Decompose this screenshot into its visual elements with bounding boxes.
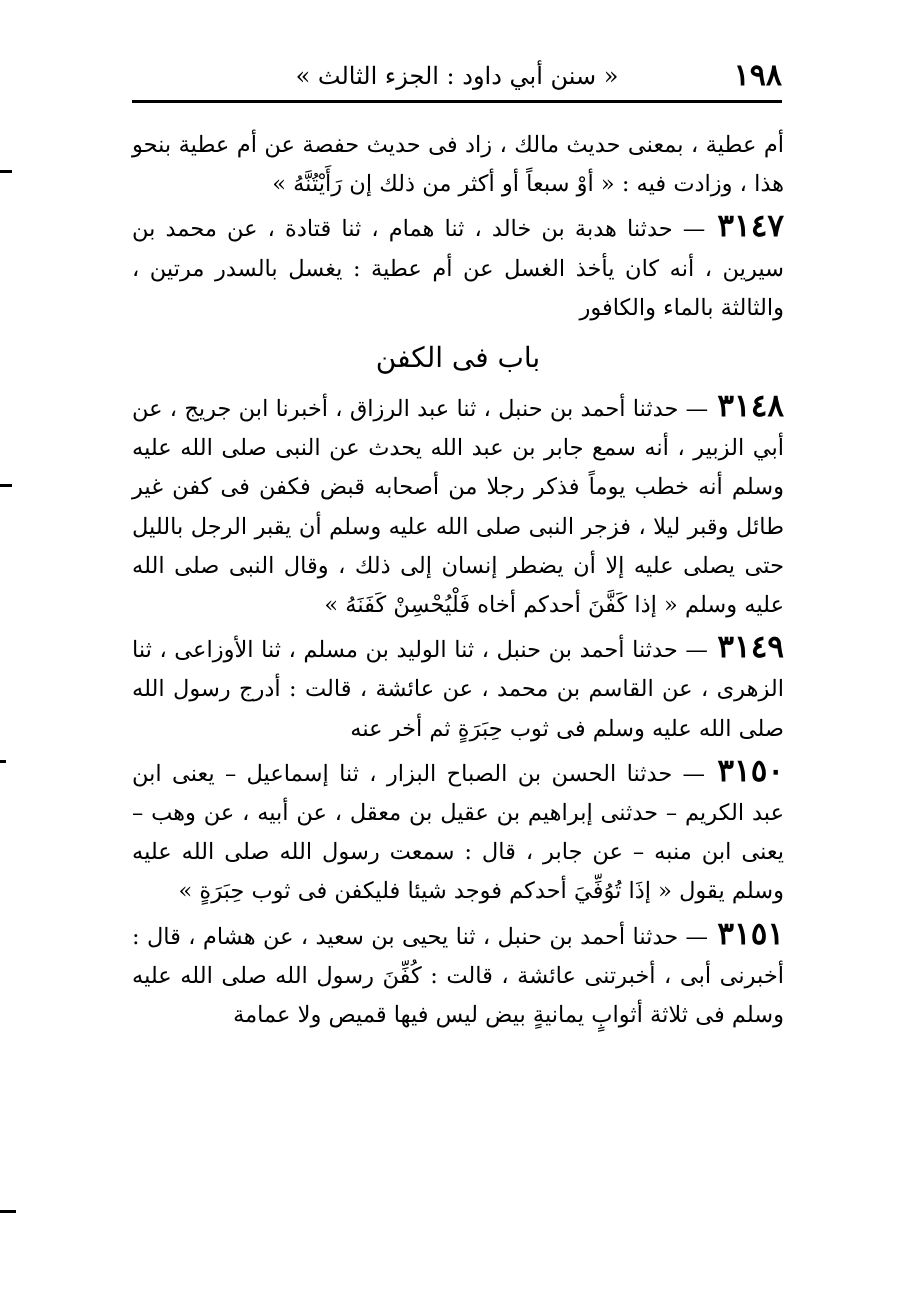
running-title: « سنن أبي داود : الجزء الثالث » — [295, 62, 619, 90]
hadith-number: ٣١٤٩ — [717, 629, 785, 666]
hadith-3151 — [132, 915, 784, 1036]
hadith-number: ٣١٥٠ — [717, 752, 784, 789]
margin-tick-mark — [0, 1210, 16, 1213]
hadith-text: — حدثنا هدبة بن خالد ، ثنا همام ، ثنا قتادة ، عن محمد بن سيرين ، أنه كان يأخذ الغسل عن أم عطية : يغسل بالسدر مرتين ، والثالثة بالماء والكافور — [132, 216, 784, 321]
header-rule — [132, 100, 782, 103]
page-body — [132, 126, 784, 1035]
hadith-number: ٣١٥١ — [717, 915, 785, 952]
paragraph-continuation — [132, 126, 784, 204]
margin-tick-mark — [0, 484, 12, 487]
hadith-3150 — [132, 752, 784, 912]
hadith-text: — حدثنا أحمد بن حنبل ، ثنا الوليد بن مسلم ، ثنا الأوزاعى ، ثنا الزهرى ، عن القاسم بن محمد ، عن عائشة ، قالت : أدرج رسول الله صلى الله عليه وسلم فى ثوب حِبَرَةٍ ثم أخر عنه — [132, 637, 784, 742]
hadith-3149 — [132, 628, 784, 749]
page-number: ١٩٨ — [733, 58, 782, 93]
paragraph-text: أم عطية ، بمعنى حديث مالك ، زاد فى حديث حفصة عن أم عطية بنحو هذا ، وزادت فيه : « أوْ سبعاً أو أكثر من ذلك إن رَأَيْتُنَّهُ » — [132, 132, 784, 198]
hadith-number: ٣١٤٧ — [717, 208, 784, 245]
hadith-3148 — [132, 387, 784, 625]
hadith-text: — حدثنا الحسن بن الصباح البزار ، ثنا إسماعيل – يعنى ابن عبد الكريم – حدثنى إبراهيم بن عقيل بن معقل ، عن أبيه ، عن وهب – يعنى ابن منبه – عن جابر ، قال : سمعت رسول الله صلى الله عليه وسلم يقول « إذَا تُوُفِّيَ أحدكم فوجد شيئا فليكفن فى ثوب حِبَرَةٍ » — [132, 760, 784, 905]
hadith-number: ٣١٤٨ — [717, 388, 785, 425]
hadith-text: — حدثنا أحمد بن حنبل ، ثنا يحيى بن سعيد ، عن هشام ، قال : أخبرنى أبى ، أخبرتنى عائشة ، قالت : كُفِّنَ رسول الله صلى الله عليه وسلم فى ثلاثة أثوابٍ يمانيةٍ بيض ليس فيها قميص ولا عمامة — [132, 923, 784, 1029]
section-heading: باب فى الكفن — [375, 341, 541, 375]
hadith-3147 — [132, 207, 784, 328]
margin-tick-mark — [0, 760, 6, 763]
margin-tick-mark — [0, 170, 12, 173]
hadith-text: — حدثنا أحمد بن حنبل ، ثنا عبد الرزاق ، أخبرنا ابن جريج ، عن أبي الزبير ، أنه سمع جابر بن عبد الله يحدث عن النبى صلى الله عليه وسلم أنه خطب يوماً فذكر رجلا من أصحابه قبض فكفن فى كفن غير طائل وقبر ليلا ، فزجر النبى صلى الله عليه وسلم أن يقبر الرجل بالليل حتى يصلى عليه إلا أن يضطر إنسان إلى ذلك ، وقال النبى صلى الله عليه وسلم « إذا كَفَّنَ أحدكم أخاه فَلْيُحْسِنْ كَفَنَهُ » — [132, 396, 784, 619]
page-header — [132, 58, 782, 98]
